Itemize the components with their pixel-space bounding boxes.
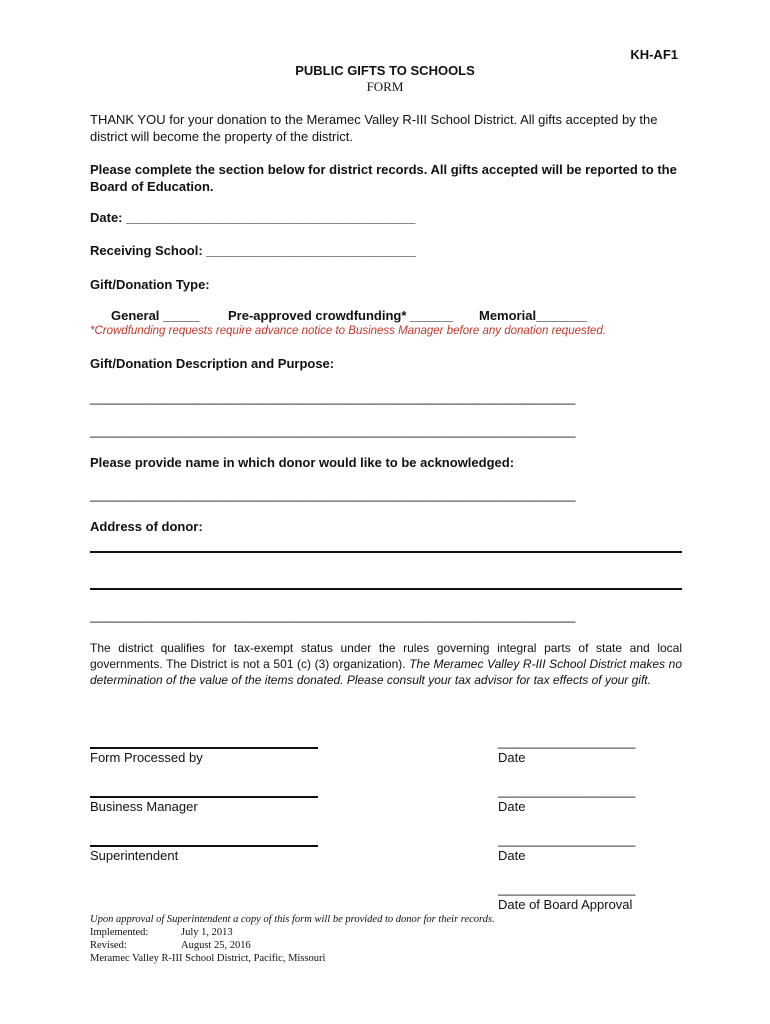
instructions-paragraph: Please complete the section below for district records. All gifts accepted will be reported to the Board of Education. (90, 162, 677, 194)
address-label: Address of donor: (90, 519, 203, 534)
description-line-1[interactable]: _______________________________________________________________________ (90, 390, 575, 405)
crowdfunding-note: *Crowdfunding requests require advance notice to Business Manager before any donation requested. (90, 325, 606, 337)
processed-by-signature-line[interactable] (90, 747, 318, 749)
page-title: PUBLIC GIFTS TO SCHOOLS (295, 63, 475, 78)
address-line-3[interactable]: _______________________________________________________________________ (90, 608, 575, 623)
memorial-option[interactable]: Memorial_______ (479, 308, 587, 323)
thank-you-paragraph: THANK YOU for your donation to the Meramec Valley R-III School District. All gifts accepted by the district will become the property of the district. (90, 112, 658, 144)
board-approval-label: Date of Board Approval (498, 897, 633, 912)
implemented-date: July 1, 2013 (181, 927, 233, 938)
business-manager-signature-line[interactable] (90, 796, 318, 798)
superintendent-label: Superintendent (90, 848, 179, 863)
page-subtitle: FORM (366, 79, 404, 94)
acknowledge-line[interactable]: _______________________________________________________________________ (90, 487, 575, 502)
processed-date-label: Date (498, 750, 526, 765)
crowdfunding-option[interactable]: Pre-approved crowdfunding* ______ (228, 308, 454, 323)
disclaimer-normal: The district qualifies for tax-exempt status under the rules governing integral parts of state and local governments. The District is not a 501 (c) (3) organization). (90, 641, 682, 671)
revised-date: August 25, 2016 (181, 940, 251, 951)
date-field[interactable]: Date: ________________________________________ (90, 210, 416, 225)
processed-date-line[interactable]: ___________________ (498, 734, 636, 749)
superintendent-signature-line[interactable] (90, 845, 318, 847)
footer-note: Upon approval of Superintendent a copy of this form will be provided to donor for their records. (90, 914, 495, 925)
acknowledge-label: Please provide name in which donor would like to be acknowledged: (90, 455, 515, 470)
description-label: Gift/Donation Description and Purpose: (90, 356, 335, 371)
board-approval-date-line[interactable]: ___________________ (498, 881, 636, 896)
description-line-2[interactable]: _______________________________________________________________________ (90, 423, 575, 438)
general-option[interactable]: General _____ (111, 308, 200, 323)
business-manager-label: Business Manager (90, 799, 198, 814)
address-line-1[interactable] (90, 551, 682, 553)
donation-type-label: Gift/Donation Type: (90, 277, 210, 292)
business-manager-date-line[interactable]: ___________________ (498, 783, 636, 798)
superintendent-date-line[interactable]: ___________________ (498, 832, 636, 847)
form-code: KH-AF1 (630, 47, 678, 62)
superintendent-date-label: Date (498, 848, 526, 863)
business-manager-date-label: Date (498, 799, 526, 814)
address-line-2[interactable] (90, 588, 682, 590)
disclaimer-italic: The Meramec Valley R-III School District makes no determination of the value of the items donated. Please consult your tax advisor for tax effects of your gift. (90, 657, 682, 687)
revised-label: Revised: (90, 940, 127, 951)
footer-district: Meramec Valley R-III School District, Pacific, Missouri (90, 953, 326, 964)
tax-disclaimer (90, 640, 682, 688)
implemented-label: Implemented: (90, 927, 149, 938)
receiving-school-field[interactable]: Receiving School: _____________________________ (90, 243, 416, 258)
processed-by-label: Form Processed by (90, 750, 203, 765)
